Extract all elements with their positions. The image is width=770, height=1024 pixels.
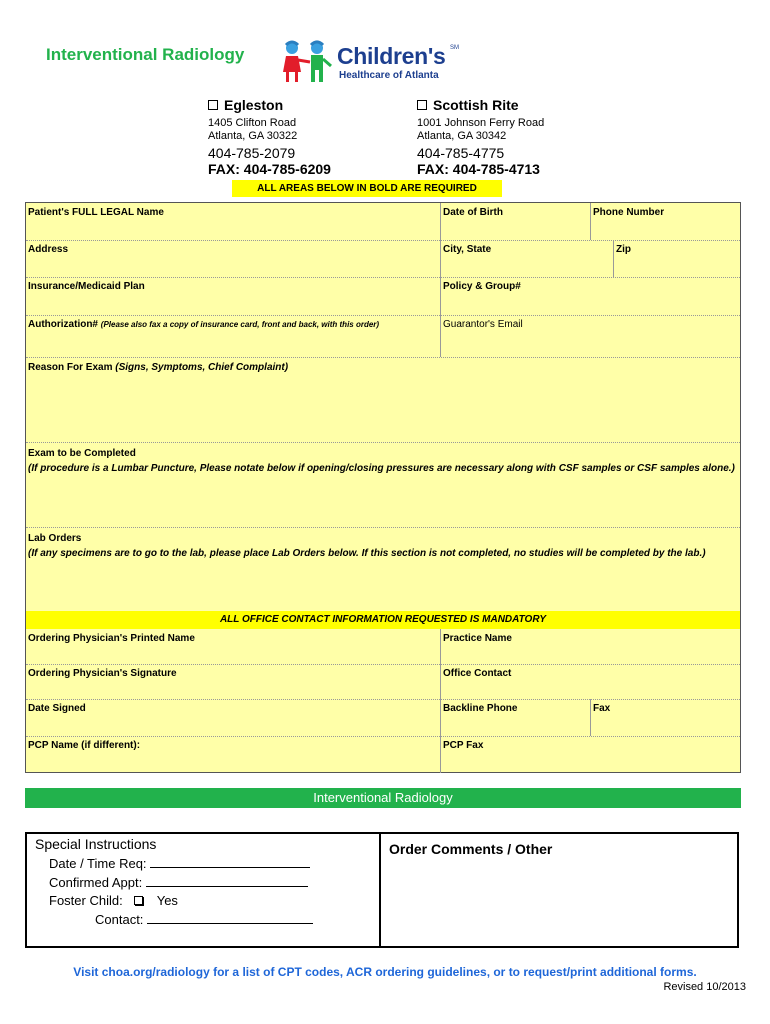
guarantor-email-field[interactable]: Guarantor's Email <box>443 319 523 330</box>
reason-for-exam-field[interactable] <box>26 357 740 442</box>
footer-info-link[interactable]: Visit choa.org/radiology for a list of CPT codes, ACR ordering guidelines, or to request/print additional forms. <box>73 965 697 979</box>
confirmed-appt-input[interactable] <box>146 875 308 887</box>
scottish-rite-checkbox[interactable] <box>417 100 427 110</box>
lab-orders-field[interactable] <box>26 527 740 611</box>
lab-label: Lab Orders <box>28 533 82 544</box>
childrens-logo <box>277 40 477 85</box>
patient-form <box>25 202 741 773</box>
order-comments-box[interactable] <box>379 832 739 948</box>
required-notice: ALL AREAS BELOW IN BOLD ARE REQUIRED <box>232 180 502 197</box>
foster-yes-label: Yes <box>156 893 178 908</box>
exam-note: (If procedure is a Lumbar Puncture, Please notate below if opening/closing pressures are necessary along with CSF samples or CSF samples alone.) <box>28 463 735 474</box>
location-address-line2: Atlanta, GA 30322 <box>208 130 298 142</box>
confirmed-appt-row <box>49 875 308 890</box>
exam-to-be-completed-field[interactable] <box>26 442 740 527</box>
physician-printed-name-field[interactable]: Ordering Physician's Printed Name <box>28 633 195 644</box>
pcp-fax-field[interactable]: PCP Fax <box>443 740 484 751</box>
city-state-field[interactable]: City, State <box>443 244 492 255</box>
insurance-field[interactable]: Insurance/Medicaid Plan <box>28 281 145 292</box>
authorization-field[interactable] <box>26 315 436 357</box>
location-name: Egleston <box>224 97 284 113</box>
reason-note: (Signs, Symptoms, Chief Complaint) <box>115 362 289 373</box>
location-phone: 404-785-2079 <box>208 145 296 161</box>
office-mandatory-notice: ALL OFFICE CONTACT INFORMATION REQUESTED IS MANDATORY <box>26 611 740 629</box>
revision-date: Revised 10/2013 <box>663 981 746 993</box>
foster-yes-checkbox[interactable] <box>134 896 143 905</box>
foster-child-label: Foster Child: <box>49 893 123 908</box>
zip-field[interactable]: Zip <box>616 244 631 255</box>
location-fax: FAX: 404-785-4713 <box>417 161 540 177</box>
fax-field[interactable]: Fax <box>593 703 611 714</box>
reason-label: Reason For Exam <box>28 362 113 373</box>
backline-phone-field[interactable]: Backline Phone <box>443 703 518 714</box>
date-of-birth-field[interactable]: Date of Birth <box>443 207 503 218</box>
date-time-label: Date / Time Req: <box>49 856 147 871</box>
logo-name: Children's <box>337 43 446 69</box>
location-address-line2: Atlanta, GA 30342 <box>417 130 507 142</box>
location-phone: 404-785-4775 <box>417 145 505 161</box>
location-address-line1: 1001 Johnson Ferry Road <box>417 117 545 129</box>
pcp-name-field[interactable]: PCP Name (if different): <box>28 740 141 751</box>
contact-label: Contact: <box>95 912 144 927</box>
exam-label: Exam to be Completed <box>28 448 136 459</box>
physician-signature-field[interactable]: Ordering Physician's Signature <box>28 668 177 679</box>
authorization-label: Authorization# <box>28 319 98 330</box>
location-fax: FAX: 404-785-6209 <box>208 161 331 177</box>
form-title: Interventional Radiology <box>46 45 245 64</box>
address-field[interactable]: Address <box>28 244 69 255</box>
special-instructions-title: Special Instructions <box>35 836 157 852</box>
confirmed-appt-label: Confirmed Appt: <box>49 875 143 890</box>
date-time-input[interactable] <box>150 856 310 868</box>
order-comments-underline <box>385 946 441 947</box>
location-scottish-rite <box>417 97 544 177</box>
office-contact-field[interactable]: Office Contact <box>443 668 512 679</box>
egleston-checkbox[interactable] <box>208 100 218 110</box>
policy-group-field[interactable]: Policy & Group# <box>443 281 521 292</box>
location-name: Scottish Rite <box>433 97 519 113</box>
contact-input[interactable] <box>147 912 313 924</box>
practice-name-field[interactable]: Practice Name <box>443 633 512 644</box>
special-instructions-box <box>25 832 379 948</box>
authorization-note: (Please also fax a copy of insurance card, front and back, with this order) <box>100 320 380 329</box>
logo-subtitle: Healthcare of Atlanta <box>339 70 439 81</box>
children-figures-icon <box>277 40 337 84</box>
foster-child-row <box>49 893 178 908</box>
lab-note: (If any specimens are to go to the lab, please place Lab Orders below. If this section is not completed, no studies will be completed by the lab.) <box>28 548 706 559</box>
location-address-line1: 1405 Clifton Road <box>208 117 297 129</box>
section-bar: Interventional Radiology <box>25 788 741 808</box>
date-time-req-row <box>49 856 310 871</box>
location-egleston <box>208 97 331 177</box>
contact-row <box>95 912 313 927</box>
logo-trademark: SM <box>450 45 459 51</box>
order-comments-title: Order Comments / Other <box>389 841 553 857</box>
date-signed-field[interactable]: Date Signed <box>28 703 86 714</box>
phone-number-field[interactable]: Phone Number <box>593 207 665 218</box>
patient-name-field[interactable]: Patient's FULL LEGAL Name <box>28 207 164 218</box>
